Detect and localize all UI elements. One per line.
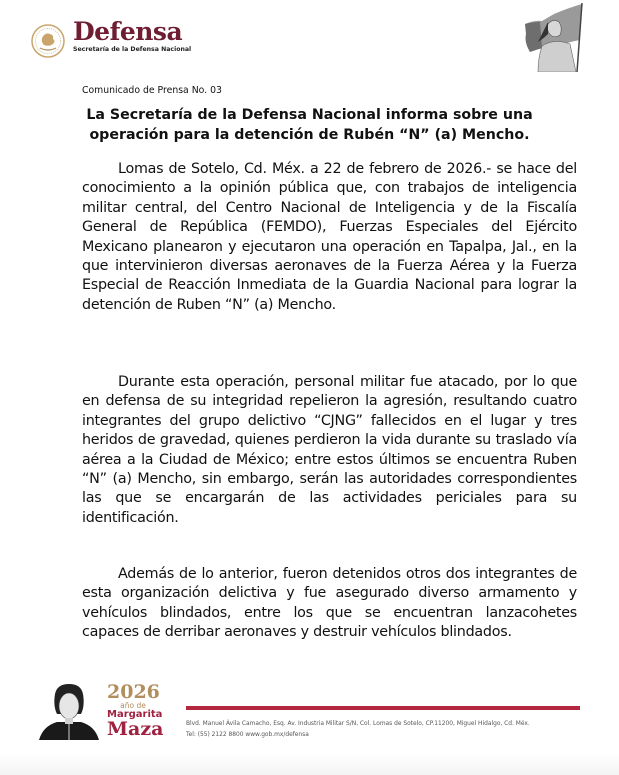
footer-contact (186, 719, 530, 741)
paragraph-2 (82, 373, 577, 528)
year-text-margarita: Margarita (107, 709, 163, 720)
brand-name: Defensa (73, 17, 183, 46)
title-line-1: La Secretaría de la Defensa Nacional informa sobre una (86, 107, 533, 123)
paragraph-3 (82, 565, 577, 643)
footer-address: Blvd. Manuel Ávila Camacho, Esq. Av. Industria Militar S/N, Col. Lomas de Sotelo, CP.11200, Miguel Hidalgo, Cd. Méx. (186, 721, 530, 727)
title-line-2: operación para la detención de Rubén “N” (a) Mencho. (89, 127, 530, 143)
year-text-maza: Maza (107, 718, 164, 740)
paragraph-1 (82, 160, 577, 315)
footer-phone-website: Tel: (55) 2122 8800 www.gob.mx/defensa (186, 732, 309, 738)
paragraph-3-text: Además de lo anterior, fueron detenidos otros dos integrantes de esta organización delictiva y fue asegurado diverso armamento y vehículos blindados, entre los que se encuentran lanzacohetes capaces de derribar aeronaves y destruir vehículos blindados. (82, 566, 577, 641)
year-text-ano-de: año de (120, 701, 146, 710)
paragraph-2-text: Durante esta operación, personal militar fue atacado, por lo que en defensa de su integridad repelieron la agresión, resultando cuatro integrantes del grupo delictivo “CJNG” fallecidos en el lugar y tres heridos de gravedad, quienes perdieron la vida durante su traslado vía aérea a la Ciudad de México; entre estos últimos se encuentra Ruben “N” (a) Mencho, sin embargo, serán las autoridades correspondientes las que se encargarán de las actividades periciales para su identificación. (82, 374, 577, 526)
communique-number: Comunicado de Prensa No. 03 (82, 85, 222, 96)
footer-divider (186, 706, 580, 710)
brand-subtitle: Secretaría de la Defensa Nacional (73, 46, 192, 53)
brand-logo (73, 18, 191, 53)
paragraph-1-text: Lomas de Sotelo, Cd. Méx. a 22 de febrero de 2026.- se hace del conocimiento a la opinión pública que, con trabajos de inteligencia militar central, del Centro Nacional de Inteligencia y de la Fiscalía General de República (FEMDO), Fuerzas Especiales del Ejército Mexicano planearon y ejecutaron una operación en Tapalpa, Jal., en la que intervinieron diversas aeronaves de la Fuerza Aérea y la Fuerza Especial de Reacción Inmediata de la Guardia Nacional para lograr la detención de Ruben “N” (a) Mencho. (82, 161, 577, 313)
press-release-title (70, 105, 549, 145)
coat-of-arms-seal-icon (31, 24, 65, 58)
woman-with-flag-illustration-icon (520, 2, 590, 72)
year-2026-margarita-maza-logo (107, 681, 164, 740)
year-number: 2026 (107, 681, 160, 703)
margarita-maza-portrait-icon (39, 682, 99, 740)
